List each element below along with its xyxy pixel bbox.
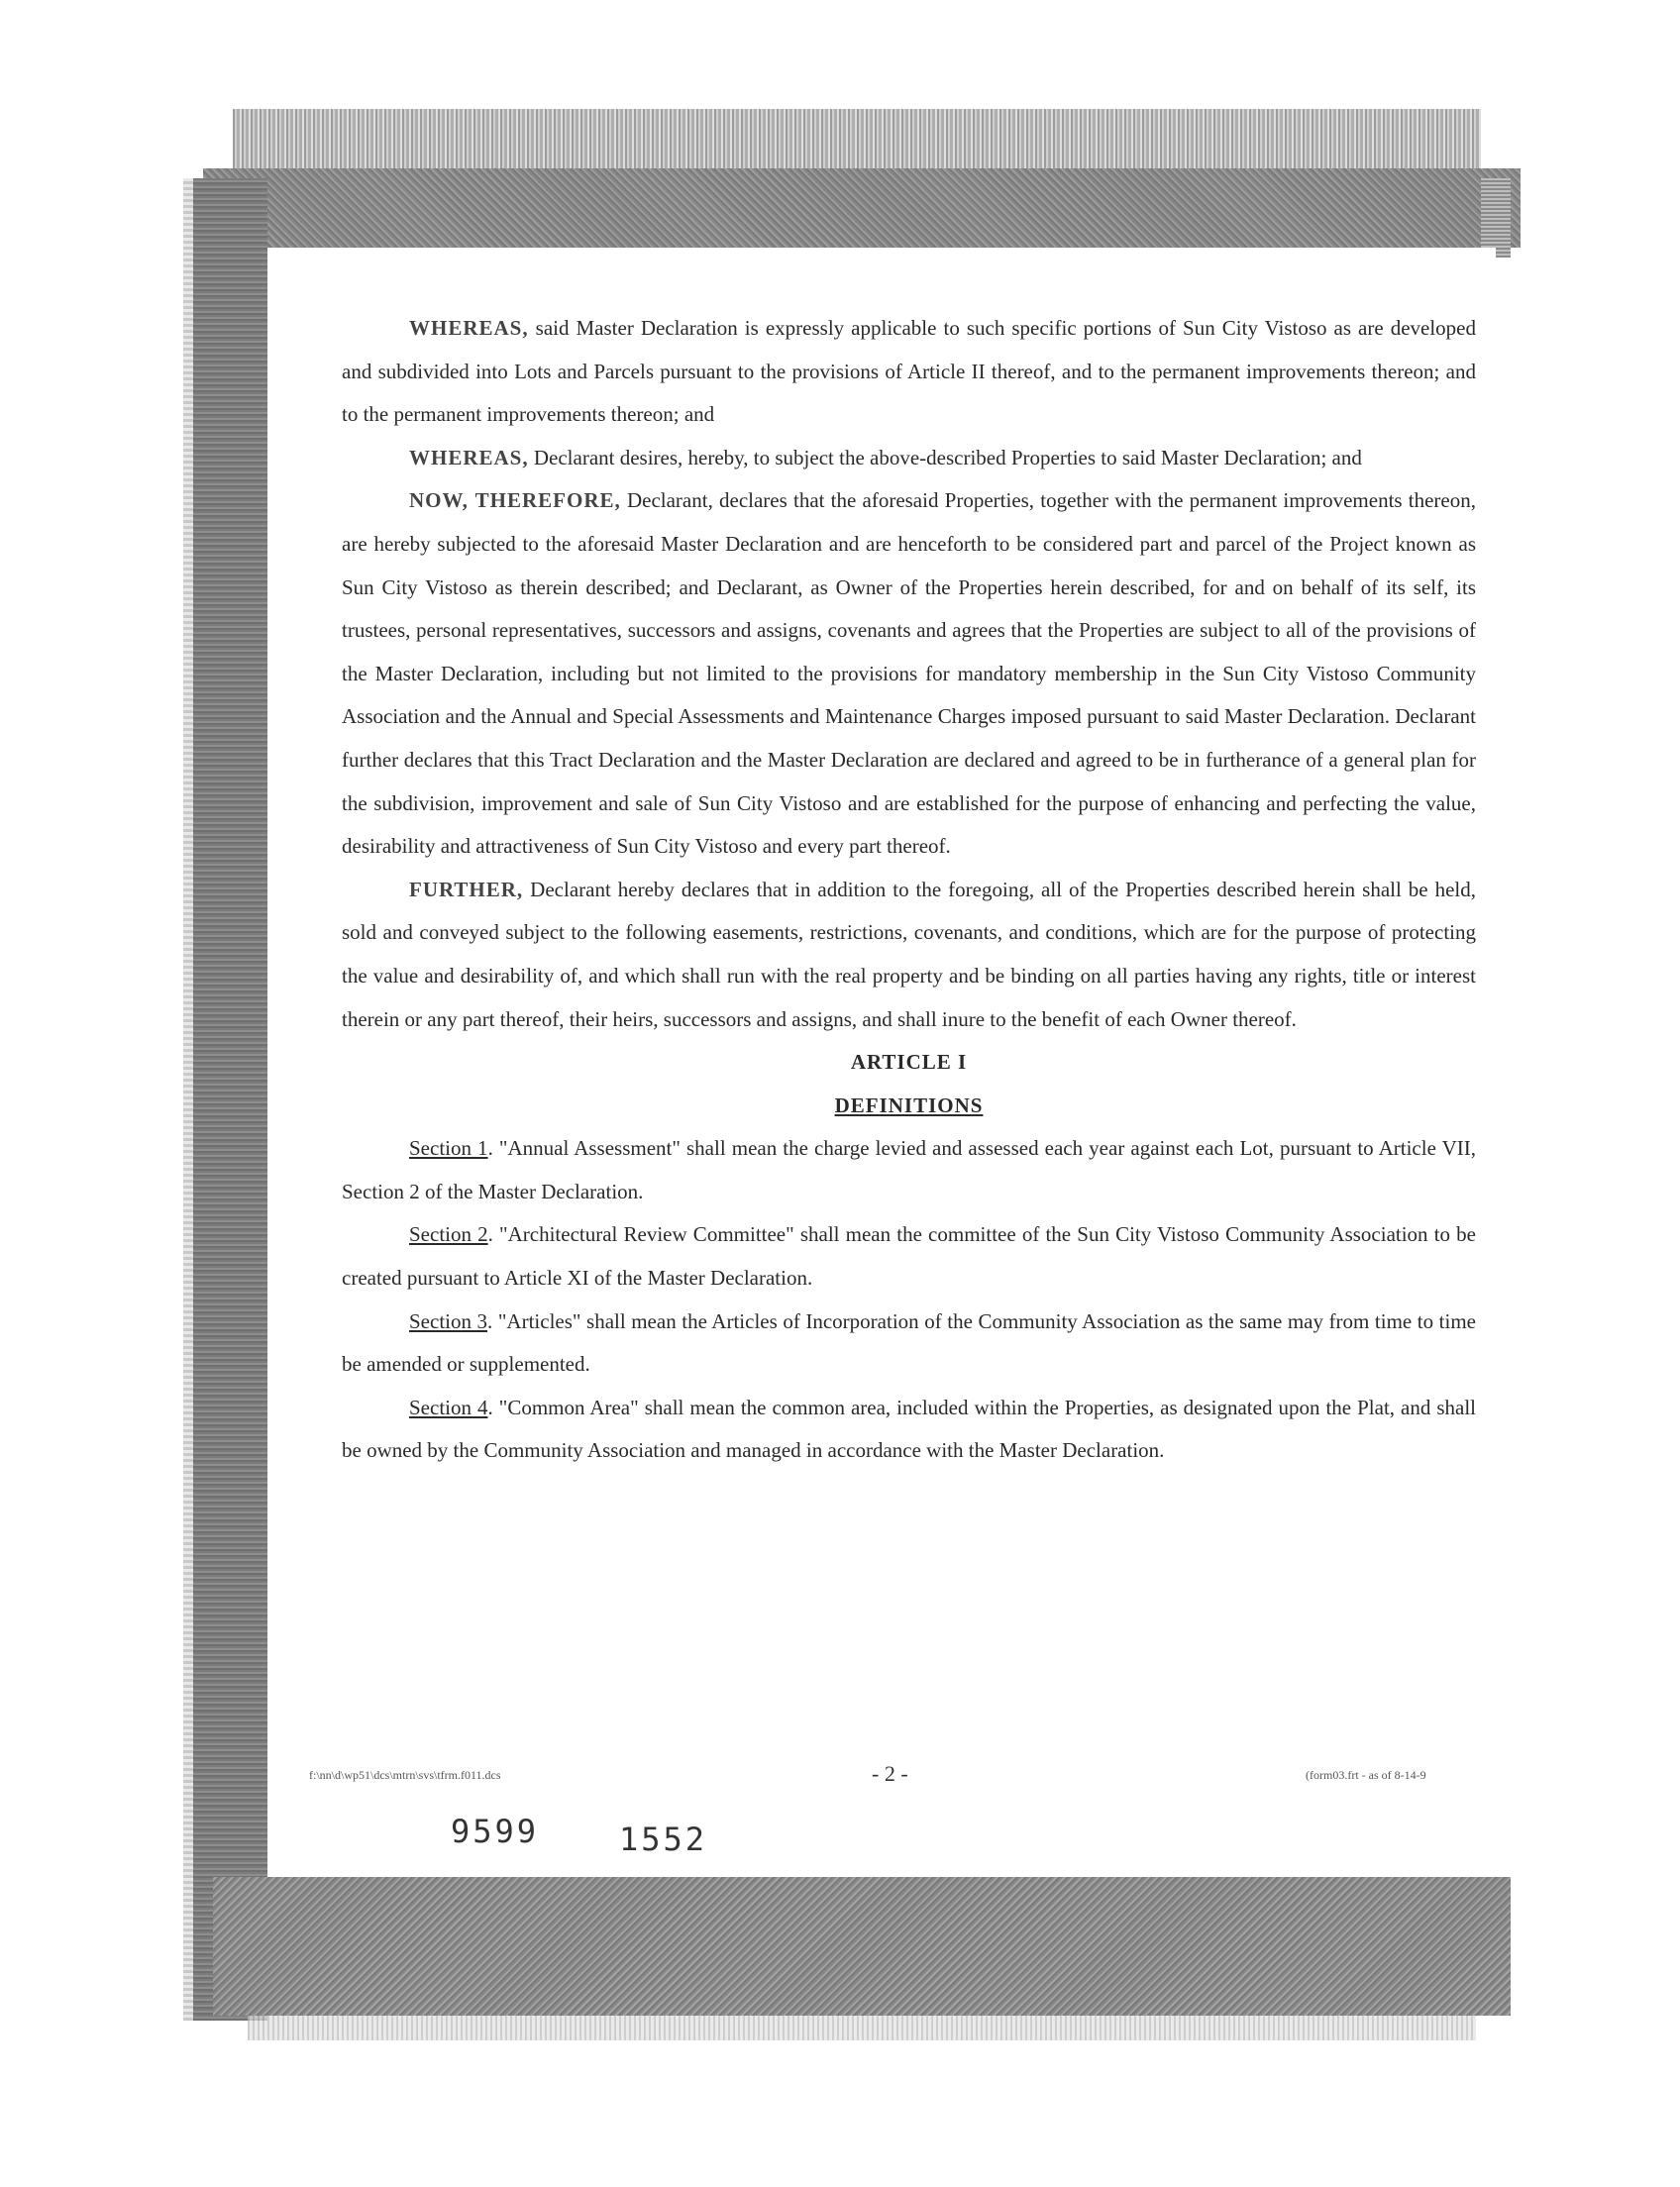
section-3: Section 3. "Articles" shall mean the Articles of Incorporation of the Community Association as the same may from time to time be amended or supplemented. bbox=[342, 1308, 1476, 1377]
copy-shadow-left bbox=[183, 178, 267, 2021]
copy-shadow-top bbox=[233, 109, 1481, 168]
page-stamp: 1552 bbox=[619, 1821, 708, 1858]
page-number: - 2 - bbox=[872, 1761, 908, 1786]
footer-form-ref: (form03.frt - as of 8-14-9 bbox=[1306, 1768, 1426, 1782]
paragraph-now-therefore: NOW, THEREFORE, Declarant, declares that the aforesaid Properties, together with the permanent improvements thereon, are hereby subjected to the aforesaid Master Declaration and are henceforth to be considered part and parcel of the Project known as Sun City Vistoso as therein described; and Declarant, as Owner of the Properties herein described, for and on behalf of its self, its trustees, personal representatives, successors and assigns, covenants and agrees that the Properties are subject to all of the provisions of the Master Declaration, including but not limited to the provisions for mandatory membership in the Sun City Vistoso Community Association and the Annual and Special Assessments and Maintenance Charges imposed pursuant to said Master Declaration. Declarant further declares that this Tract Declaration and the Master Declaration are declared and agreed to be in furtherance of a general plan for the subdivision, improvement and sale of Sun City Vistoso and are established for the purpose of enhancing and perfecting the value, desirability and attractiveness of Sun City Vistoso and every part thereof. bbox=[342, 488, 1476, 859]
section-2: Section 2. "Architectural Review Committee" shall mean the committee of the Sun City Vistoso Community Association to be created pursuant to Article XI of the Master Declaration. bbox=[342, 1222, 1476, 1291]
footer-file-path: f:\nn\d\wp51\dcs\mtrn\svs\tfrm.f011.dcs bbox=[309, 1768, 501, 1782]
section-1: Section 1. "Annual Assessment" shall mean the charge levied and assessed each year against each Lot, pursuant to Article VII, Section 2 of the Master Declaration. bbox=[342, 1136, 1476, 1203]
paragraph-further: FURTHER, Declarant hereby declares that in addition to the foregoing, all of the Properties described herein shall be held, sold and conveyed subject to the following easements, restrictions, covenants, and conditions, which are for the purpose of protecting the value and desirability of, and which shall run with the real property and be binding on all parties having any rights, title or interest therein or any part thereof, their heirs, successors and assigns, and shall inure to the benefit of each Owner thereof. bbox=[342, 877, 1476, 1031]
copy-shadow-bottom-edge bbox=[248, 2016, 1476, 2040]
document-body bbox=[342, 307, 1476, 1473]
paragraph-whereas-1: WHEREAS, said Master Declaration is expressly applicable to such specific portions of Sun City Vistoso as are developed and subdivided into Lots and Parcels pursuant to the provisions of Article II thereof, and to the permanent improvements thereon; and to the permanent improvements thereon; and bbox=[342, 316, 1477, 427]
copy-shadow-bottom bbox=[213, 1877, 1511, 2016]
article-title: DEFINITIONS bbox=[834, 1093, 984, 1117]
paragraph-whereas-2: WHEREAS, Declarant desires, hereby, to subject the above-described Properties to said Master Declaration; and bbox=[409, 445, 1362, 469]
copy-shadow-top-inner bbox=[203, 168, 1521, 248]
copy-shadow-right bbox=[1481, 178, 1511, 258]
article-number: ARTICLE I bbox=[850, 1050, 968, 1075]
docket-stamp: 9599 bbox=[451, 1813, 540, 1850]
section-4: Section 4. "Common Area" shall mean the common area, included within the Properties, as designated upon the Plat, and shall be owned by the Community Association and managed in accordance with the Master Declaration. bbox=[342, 1395, 1476, 1463]
copy-shadow-left-edge bbox=[183, 178, 193, 2021]
